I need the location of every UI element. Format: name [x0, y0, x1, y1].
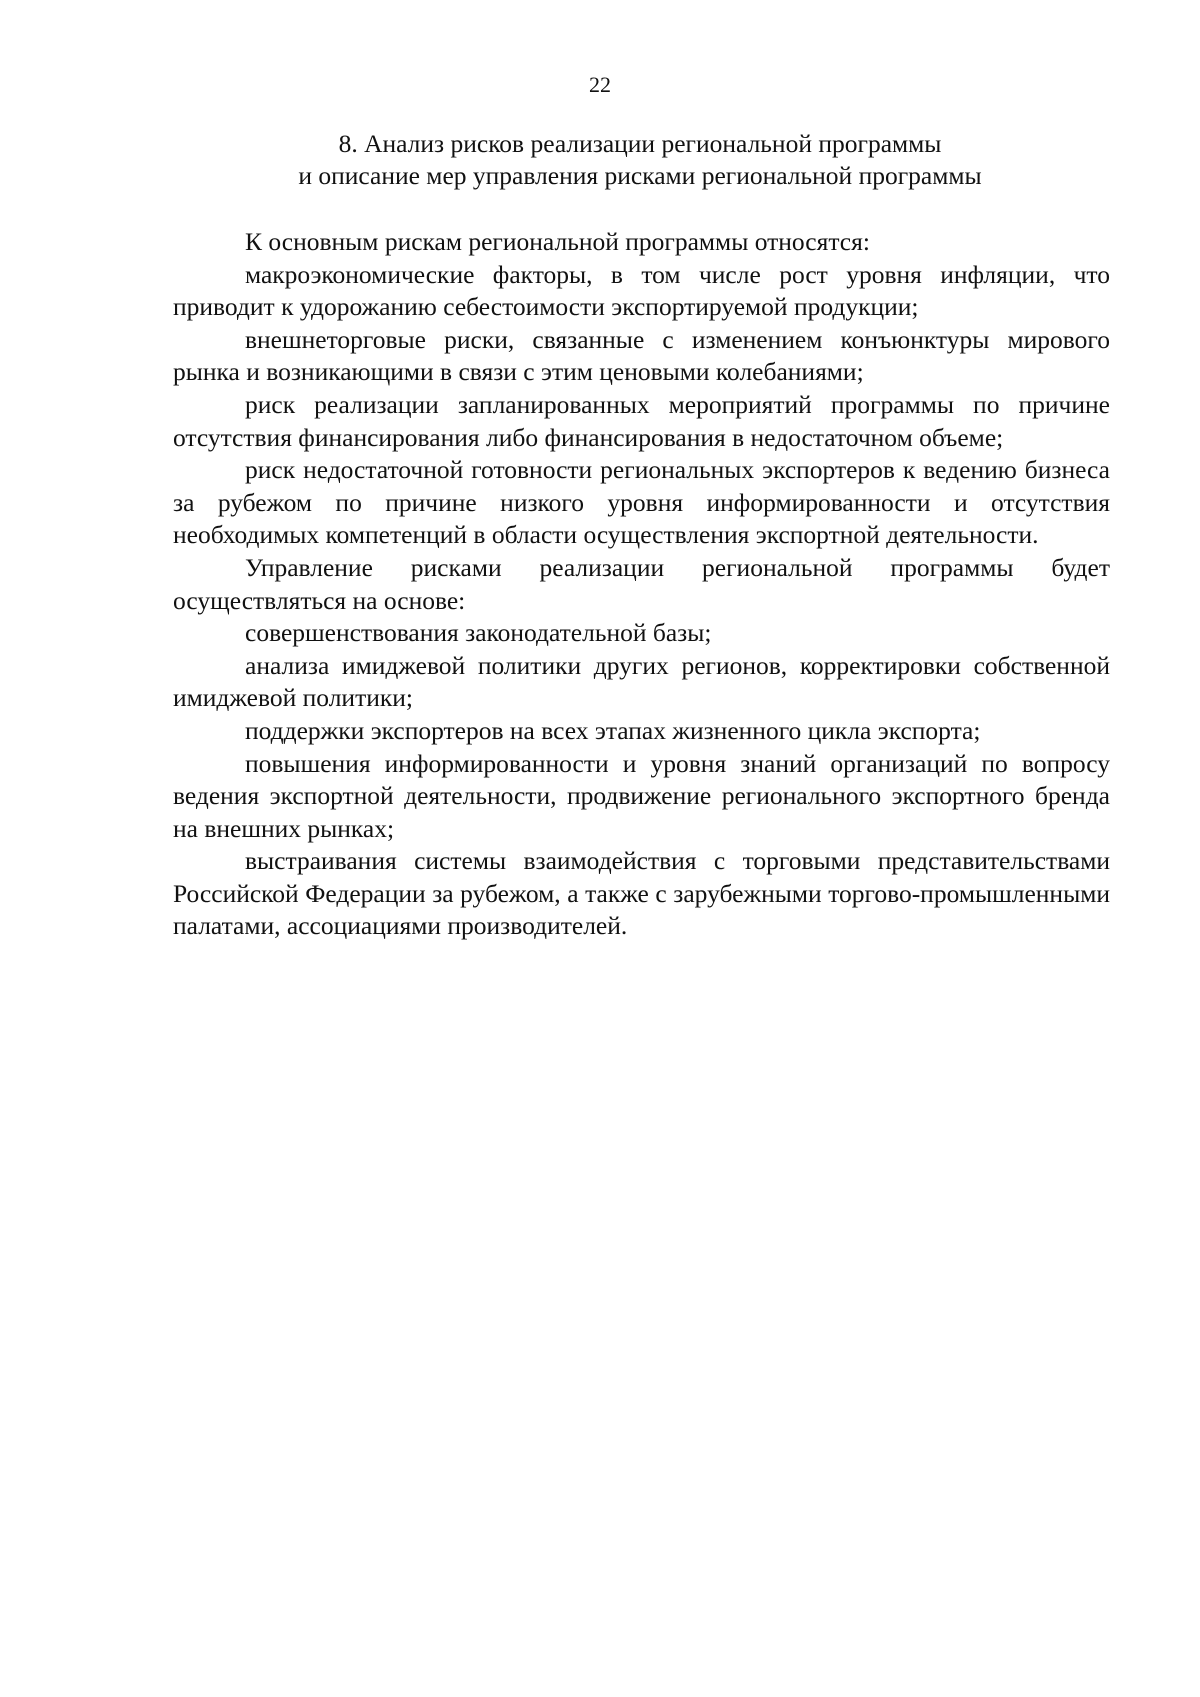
section-heading: [0, 128, 1200, 192]
paragraph-exporter-support: поддержки экспортеров на всех этапах жизненного цикла экспорта;: [245, 715, 981, 745]
paragraph-readiness-risk: риск недостаточной готовности региональных экспортеров к ведению бизнеса за рубежом по причине низкого уровня информированности и отсутствия необходимых компетенций в области осуществления экспортной деятельности.: [173, 455, 1110, 550]
paragraph-foreign-trade: внешнеторговые риски, связанные с изменением конъюнктуры мирового рынка и возникающими в связи с этим ценовыми колебаниями;: [173, 324, 1110, 387]
paragraph-image-policy: анализа имиджевой политики других регионов, корректировки собственной имиджевой политики;: [173, 650, 1110, 713]
paragraph-macroeconomic: макроэкономические факторы, в том числе рост уровня инфляции, что приводит к удорожанию себестоимости экспортируемой продукции;: [173, 259, 1110, 322]
body-text: [173, 226, 1110, 943]
paragraph-management-intro: Управление рисками реализации региональной программы будет осуществляться на основе:: [173, 552, 1110, 615]
page-number: 22: [589, 72, 611, 97]
paragraph-legislation: совершенствования законодательной базы;: [245, 618, 712, 648]
section-heading-line-1: 8. Анализ рисков реализации региональной программы: [338, 129, 942, 158]
section-heading-line-2: и описание мер управления рисками региональной программы: [298, 161, 982, 190]
paragraph-financing-risk: риск реализации запланированных мероприятий программы по причине отсутствия финансирования либо финансирования в недостаточном объеме;: [173, 389, 1110, 452]
paragraph-interaction: выстраивания системы взаимодействия с торговыми представительствами Российской Федерации за рубежом, а также с зарубежными торгово-промышленными палатами, ассоциациями производителей.: [173, 846, 1110, 941]
paragraph-risks-intro: К основным рискам региональной программы относятся:: [245, 227, 870, 256]
paragraph-awareness: повышения информированности и уровня знаний организаций по вопросу ведения экспортной деятельности, продвижение регионального экспортного бренда на внешних рынках;: [173, 748, 1110, 843]
